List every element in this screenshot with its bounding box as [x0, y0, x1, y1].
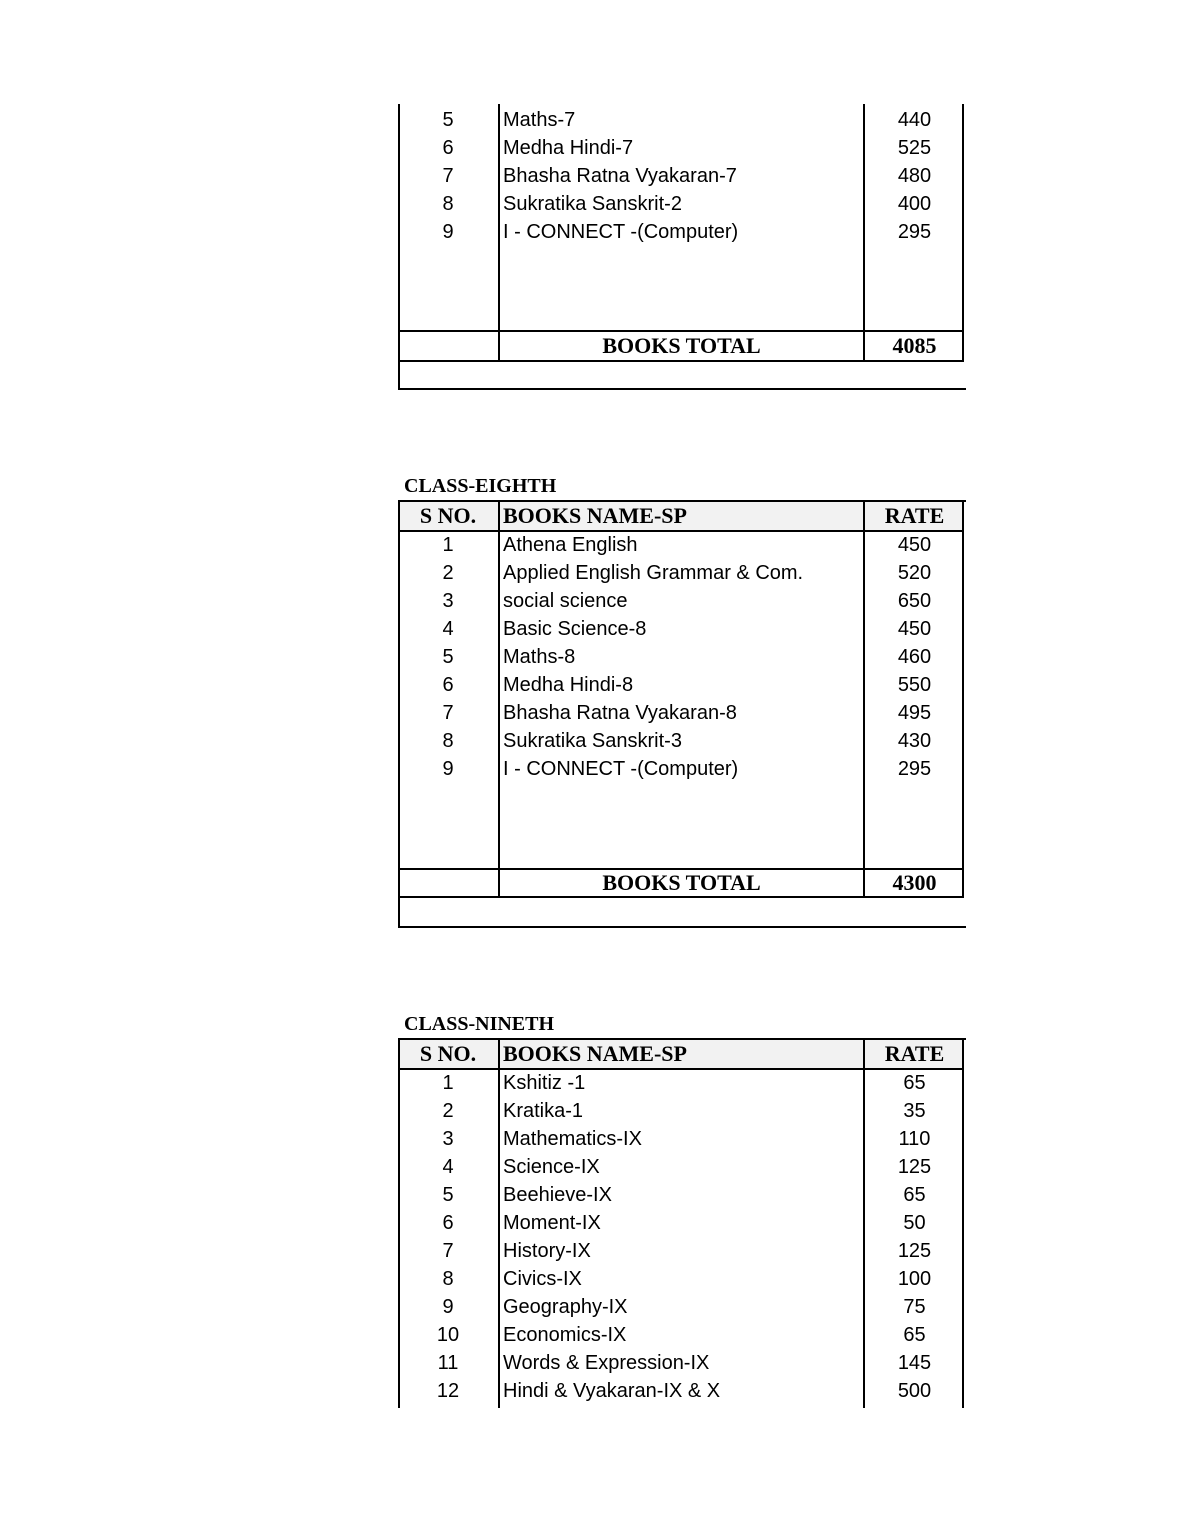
sno-cell: 1: [442, 534, 454, 556]
sno-cell: 7: [442, 1240, 454, 1262]
book-name-cell: Bhasha Ratna Vyakaran-7: [503, 165, 737, 187]
books-total-label: BOOKS TOTAL: [602, 333, 761, 358]
rate-cell: 75: [903, 1296, 926, 1318]
sno-cell: 11: [437, 1352, 459, 1374]
rate-cell: 450: [897, 618, 932, 640]
sno-cell: 8: [442, 730, 454, 752]
book-name-cell: Geography-IX: [503, 1296, 628, 1318]
rate-cell: 125: [897, 1240, 932, 1262]
rate-cell: 65: [903, 1184, 926, 1206]
rate-cell: 440: [897, 109, 932, 131]
book-name-cell: Applied English Grammar & Com.: [503, 562, 804, 584]
table-body: [398, 1069, 964, 1405]
rate-cell: 100: [897, 1268, 932, 1290]
rate-cell: 495: [897, 702, 932, 724]
rate-cell: 520: [897, 562, 932, 584]
table-row: [398, 727, 964, 755]
sno-cell: 9: [442, 221, 454, 243]
class-title: CLASS-EIGHTH: [404, 475, 557, 497]
rate-cell: 35: [903, 1100, 926, 1122]
book-name-cell: Civics-IX: [503, 1268, 582, 1290]
sno-cell: 10: [436, 1324, 460, 1346]
class-title: CLASS-NINETH: [404, 1013, 555, 1035]
header-books-name: BOOKS NAME-SP: [503, 503, 687, 528]
table-row: [398, 190, 964, 218]
table-row: [398, 1069, 964, 1097]
table-row: [398, 615, 964, 643]
sno-cell: 2: [442, 1100, 454, 1122]
sno-cell: 5: [442, 1184, 454, 1206]
table-class-seventh-continued: [398, 104, 966, 392]
table-row: [398, 1097, 964, 1125]
rate-cell: 650: [897, 590, 932, 612]
book-name-cell: History-IX: [503, 1240, 591, 1262]
book-name-cell: social science: [503, 590, 628, 612]
books-total-row: [398, 869, 964, 897]
header-sno: S NO.: [419, 1041, 477, 1066]
rate-cell: 65: [903, 1324, 926, 1346]
sno-cell: 7: [442, 702, 454, 724]
sno-cell: 9: [442, 758, 454, 780]
table-row: [398, 699, 964, 727]
table-row: [398, 755, 964, 783]
rate-cell: 450: [897, 534, 932, 556]
rate-cell: 50: [903, 1212, 926, 1234]
book-name-cell: Bhasha Ratna Vyakaran-8: [503, 702, 737, 724]
sno-cell: 8: [442, 1268, 454, 1290]
sno-cell: 4: [442, 1156, 454, 1178]
table-row: [398, 1321, 964, 1349]
table-row: [398, 134, 964, 162]
table-border-bottom: [398, 388, 966, 390]
book-name-cell: Kratika-1: [503, 1100, 584, 1122]
row-divider: [398, 360, 964, 362]
table-header: [398, 502, 964, 530]
rate-cell: 430: [897, 730, 932, 752]
sno-cell: 5: [442, 646, 454, 668]
table-row: [398, 643, 964, 671]
book-name-cell: Maths-7: [503, 109, 576, 131]
header-books-name: BOOKS NAME-SP: [503, 1041, 687, 1066]
table-border-top: [398, 500, 966, 502]
header-rate: RATE: [884, 503, 945, 528]
book-name-cell: Moment-IX: [503, 1212, 601, 1234]
rate-cell: 125: [897, 1156, 932, 1178]
sno-cell: 5: [442, 109, 454, 131]
book-name-cell: Sukratika Sanskrit-3: [503, 730, 682, 752]
book-name-cell: Medha Hindi-7: [503, 137, 634, 159]
table-row: [398, 1349, 964, 1377]
table-border-bottom: [398, 926, 966, 928]
book-name-cell: I - CONNECT -(Computer): [503, 758, 739, 780]
book-name-cell: Beehieve-IX: [503, 1184, 612, 1206]
sno-cell: 9: [442, 1296, 454, 1318]
table-border-top: [398, 1038, 966, 1040]
table-body: [398, 531, 964, 783]
table-header: [398, 1040, 964, 1068]
rate-cell: 65: [903, 1072, 926, 1094]
rate-cell: 500: [897, 1380, 932, 1402]
table-row: [398, 1265, 964, 1293]
sno-cell: 3: [442, 1128, 454, 1150]
rate-cell: 110: [898, 1128, 931, 1150]
rate-cell: 460: [897, 646, 932, 668]
table-row: [398, 559, 964, 587]
books-total-value: 4300: [892, 870, 937, 895]
table-row: [398, 106, 964, 134]
sno-cell: 6: [442, 137, 454, 159]
rate-cell: 525: [897, 137, 932, 159]
book-name-cell: Sukratika Sanskrit-2: [503, 193, 682, 215]
table-class-nineth: [398, 1038, 966, 1408]
table-row: [398, 218, 964, 246]
books-total-label: BOOKS TOTAL: [602, 870, 761, 895]
table-row: [398, 1237, 964, 1265]
rate-cell: 295: [897, 221, 932, 243]
sno-cell: 2: [442, 562, 454, 584]
sno-cell: 3: [442, 590, 454, 612]
sno-cell: 4: [442, 618, 454, 640]
table-row: [398, 531, 964, 559]
table-row: [398, 671, 964, 699]
table-row: [398, 1125, 964, 1153]
table-row: [398, 1209, 964, 1237]
table-row: [398, 1377, 964, 1405]
sno-cell: 6: [442, 1212, 454, 1234]
rate-cell: 295: [897, 758, 932, 780]
table-row: [398, 1293, 964, 1321]
rate-cell: 550: [897, 674, 932, 696]
table-row: [398, 587, 964, 615]
header-rate: RATE: [884, 1041, 945, 1066]
books-total-value: 4085: [892, 333, 937, 358]
sno-cell: 1: [442, 1072, 454, 1094]
book-name-cell: Words & Expression-IX: [503, 1352, 710, 1374]
table-class-eighth: [398, 500, 966, 930]
rate-cell: 400: [897, 193, 932, 215]
book-name-cell: Hindi & Vyakaran-IX & X: [503, 1380, 721, 1402]
table-row: [398, 1153, 964, 1181]
table-body: [398, 106, 964, 246]
table-row: [398, 1181, 964, 1209]
header-sno: S NO.: [419, 503, 477, 528]
rate-cell: 145: [897, 1352, 932, 1374]
book-name-cell: Science-IX: [503, 1156, 600, 1178]
book-name-cell: Maths-8: [503, 646, 576, 668]
table-row: [398, 162, 964, 190]
sno-cell: 7: [442, 165, 454, 187]
book-name-cell: Athena English: [503, 534, 638, 556]
book-name-cell: Mathematics-IX: [503, 1128, 642, 1150]
book-name-cell: I - CONNECT -(Computer): [503, 221, 739, 243]
sno-cell: 12: [436, 1380, 460, 1402]
book-name-cell: Basic Science-8: [503, 618, 647, 640]
book-name-cell: Kshitiz -1: [503, 1072, 586, 1094]
rate-cell: 480: [897, 165, 932, 187]
book-name-cell: Medha Hindi-8: [503, 674, 634, 696]
sno-cell: 8: [442, 193, 454, 215]
books-total-row: [398, 332, 964, 360]
book-name-cell: Economics-IX: [503, 1324, 627, 1346]
sno-cell: 6: [442, 674, 454, 696]
